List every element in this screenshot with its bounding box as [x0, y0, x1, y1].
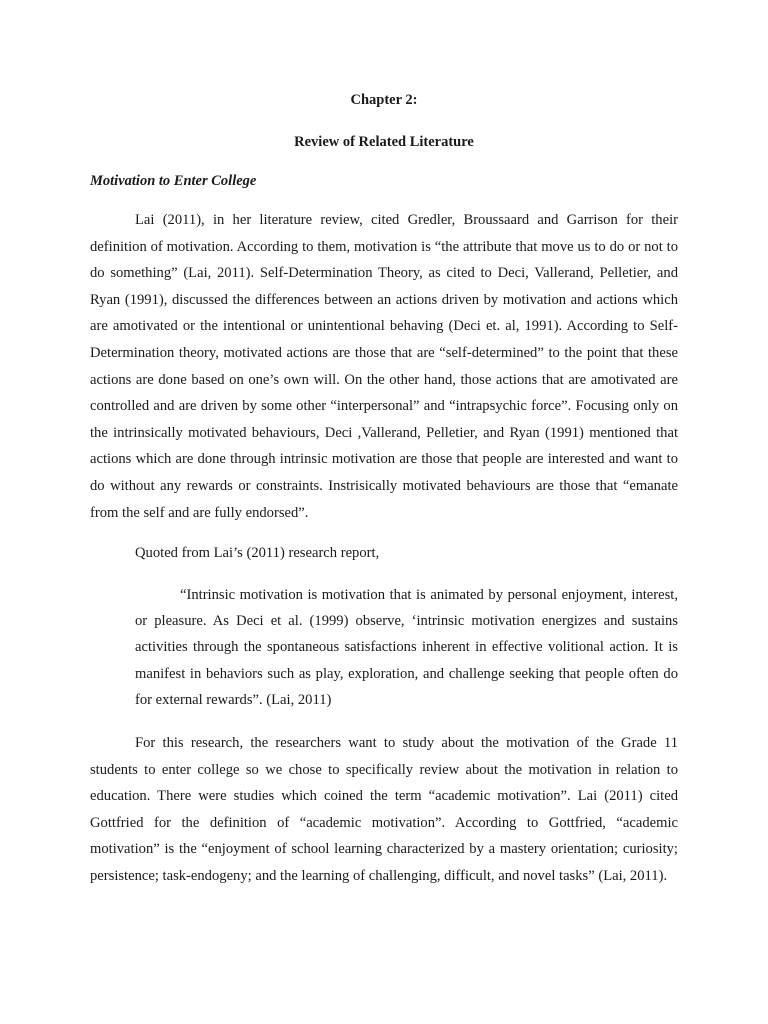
- chapter-heading: Chapter 2:: [350, 92, 418, 108]
- block-quote: “Intrinsic motivation is motivation that is animated by personal enjoyment, interest, or pleasure. As Deci et al. (1999) observe, ‘intrinsic motivation energizes and sustains activities through the spontaneous satisfactions inherent in effective volitional action. It is manifest in behaviors such as play, exploration, and challenge seeking that people often do for external rewards”. (Lai, 2011): [135, 587, 678, 708]
- paragraph-2: For this research, the researchers want to study about the motivation of the Grade 11 students to enter college so we chose to specifically review about the motivation in relation to education. There were studies which coined the term “academic motivation”. Lai (2011) cited Gottfried for the definition of “academic motivation”. According to Gottfried, “academic motivation” is the “enjoyment of school learning characterized by a mastery orientation; curiosity; persistence; task-endogeny; and the learning of challenging, difficult, and novel tasks” (Lai, 2011).: [90, 735, 678, 884]
- document-title: Review of Related Literature: [294, 134, 474, 150]
- paragraph-1: Lai (2011), in her literature review, cited Gredler, Broussaard and Garrison for their definition of motivation. According to them, motivation is “the attribute that move us to do or not to do something” (Lai, 2011). Self-Determination Theory, as cited to Deci, Vallerand, Pelletier, and Ryan (1991), discussed the differences between an actions driven by motivation and actions which are amotivated or the intentional or unintentional behaving (Deci et. al, 1991). According to Self-Determination theory, motivated actions are those that are “self-determined” to the point that these actions are done based on one’s own will. On the other hand, those actions that are amotivated are controlled and are driven by some other “interpersonal” and “intrapsychic force”. Focusing only on the intrinsically motivated behaviours, Deci ,Vallerand, Pelletier, and Ryan (1991) mentioned that actions which are done through intrinsic motivation are those that people are interested and want to do without any rewards or constraints. Instrisically motivated behaviours are those that “emanate from the self and are fully endorsed”.: [90, 212, 678, 521]
- section-heading: Motivation to Enter College: [90, 173, 257, 189]
- quote-intro: Quoted from Lai’s (2011) research report,: [135, 545, 380, 561]
